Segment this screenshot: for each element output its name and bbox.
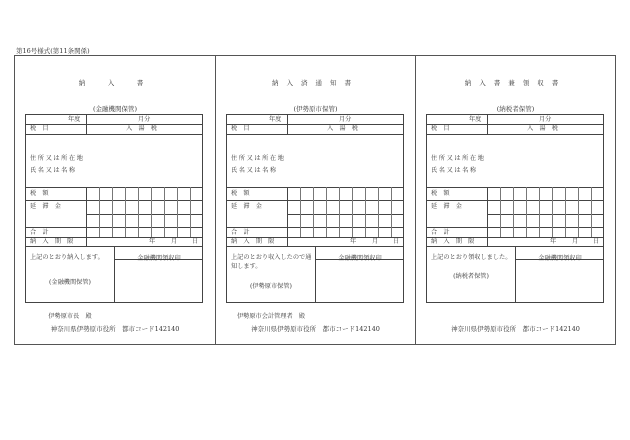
slip-table (25, 114, 203, 320)
slip-table (426, 114, 604, 303)
tsukibun-label: 月分 (539, 116, 552, 123)
keeper-label: (伊勢原市保管) (250, 283, 292, 290)
zeimoku-value: 入 湯 税 (327, 125, 358, 132)
zeimoku-value: 入 湯 税 (527, 125, 558, 132)
keeper-label: (納税者保管) (453, 273, 489, 280)
zeigaku-label: 税 額 (431, 190, 450, 197)
zeimoku-label: 税 目 (30, 125, 49, 132)
slip-footer: 神奈川県伊勢原市役所 都市コード142140 (451, 325, 580, 333)
slip-nounyusho-ken-ryoshusho (415, 56, 615, 344)
tsukibun-label: 月分 (138, 116, 151, 123)
day-label: 日 (593, 238, 600, 245)
entaikin-label: 延 滞 金 (431, 203, 462, 210)
nendo-label: 年度 (269, 116, 282, 123)
address-name-label: 住所又は所在地 氏名又は名称 (30, 155, 85, 174)
bank-seal-label: 金融機関領収印 (338, 255, 382, 262)
year-label: 年 (350, 238, 357, 245)
zeigaku-label: 税 額 (30, 190, 49, 197)
addressee-text: 伊勢原市長 殿 (48, 313, 92, 320)
slip-keeper-label: (伊勢原市保管) (293, 105, 338, 113)
kigen-label: 納 入 期 限 (431, 238, 475, 245)
zeigaku-label: 税 額 (231, 190, 250, 197)
month-label: 月 (171, 238, 178, 245)
bank-seal-label: 金融機関領収印 (538, 255, 582, 262)
day-label: 日 (393, 238, 400, 245)
year-label: 年 (550, 238, 557, 245)
slip-footer: 神奈川県伊勢原市役所 都市コード142140 (50, 325, 180, 333)
goukei-label: 合 計 (431, 229, 450, 236)
slip-table (226, 114, 404, 320)
statement-text: 上記のとおり領収しました。 (431, 254, 512, 261)
slip-title: 納入書兼領収書 (464, 79, 567, 87)
slip-footer: 神奈川県伊勢原市役所 都市コード142140 (251, 325, 380, 333)
statement-text: 上記のとおり納入します。 (30, 254, 104, 261)
address-name-label: 住所又は所在地 氏名又は名称 (431, 155, 486, 174)
tax-payment-form-sheet (14, 55, 616, 345)
zeimoku-label: 税 目 (431, 125, 450, 132)
zeimoku-label: 税 目 (231, 125, 250, 132)
statement-text: 上記のとおり収入したので通知します。 (231, 254, 312, 270)
kigen-label: 納 入 期 限 (231, 238, 275, 245)
month-label: 月 (372, 238, 379, 245)
goukei-label: 合 計 (30, 229, 49, 236)
slip-title: 納入済通知書 (272, 79, 359, 87)
form-number-label: 第16号様式(第11条関係) (16, 47, 90, 55)
address-name-label: 住所又は所在地 氏名又は名称 (231, 155, 286, 174)
goukei-label: 合 計 (231, 229, 250, 236)
year-label: 年 (149, 238, 156, 245)
slip-keeper-label: (金融機関保管) (92, 105, 138, 113)
slip-nounyusho (15, 56, 215, 344)
nendo-label: 年度 (68, 116, 81, 123)
addressee-text: 伊勢原市会計管理者 殿 (236, 313, 306, 320)
day-label: 日 (192, 238, 199, 245)
entaikin-label: 延 滞 金 (231, 203, 262, 210)
nendo-label: 年度 (469, 116, 482, 123)
tsukibun-label: 月分 (339, 116, 352, 123)
keeper-label: (金融機関保管) (49, 279, 91, 286)
zeimoku-value: 入 湯 税 (126, 125, 157, 132)
slip-title: 納 入 書 (78, 79, 152, 87)
kigen-label: 納 入 期 限 (30, 238, 74, 245)
slip-nounyu-zumi-tsuchisho (215, 56, 415, 344)
slip-keeper-label: (納税者保管) (496, 105, 535, 113)
bank-seal-label: 金融機関領収印 (137, 255, 181, 262)
entaikin-label: 延 滞 金 (30, 203, 61, 210)
month-label: 月 (572, 238, 579, 245)
